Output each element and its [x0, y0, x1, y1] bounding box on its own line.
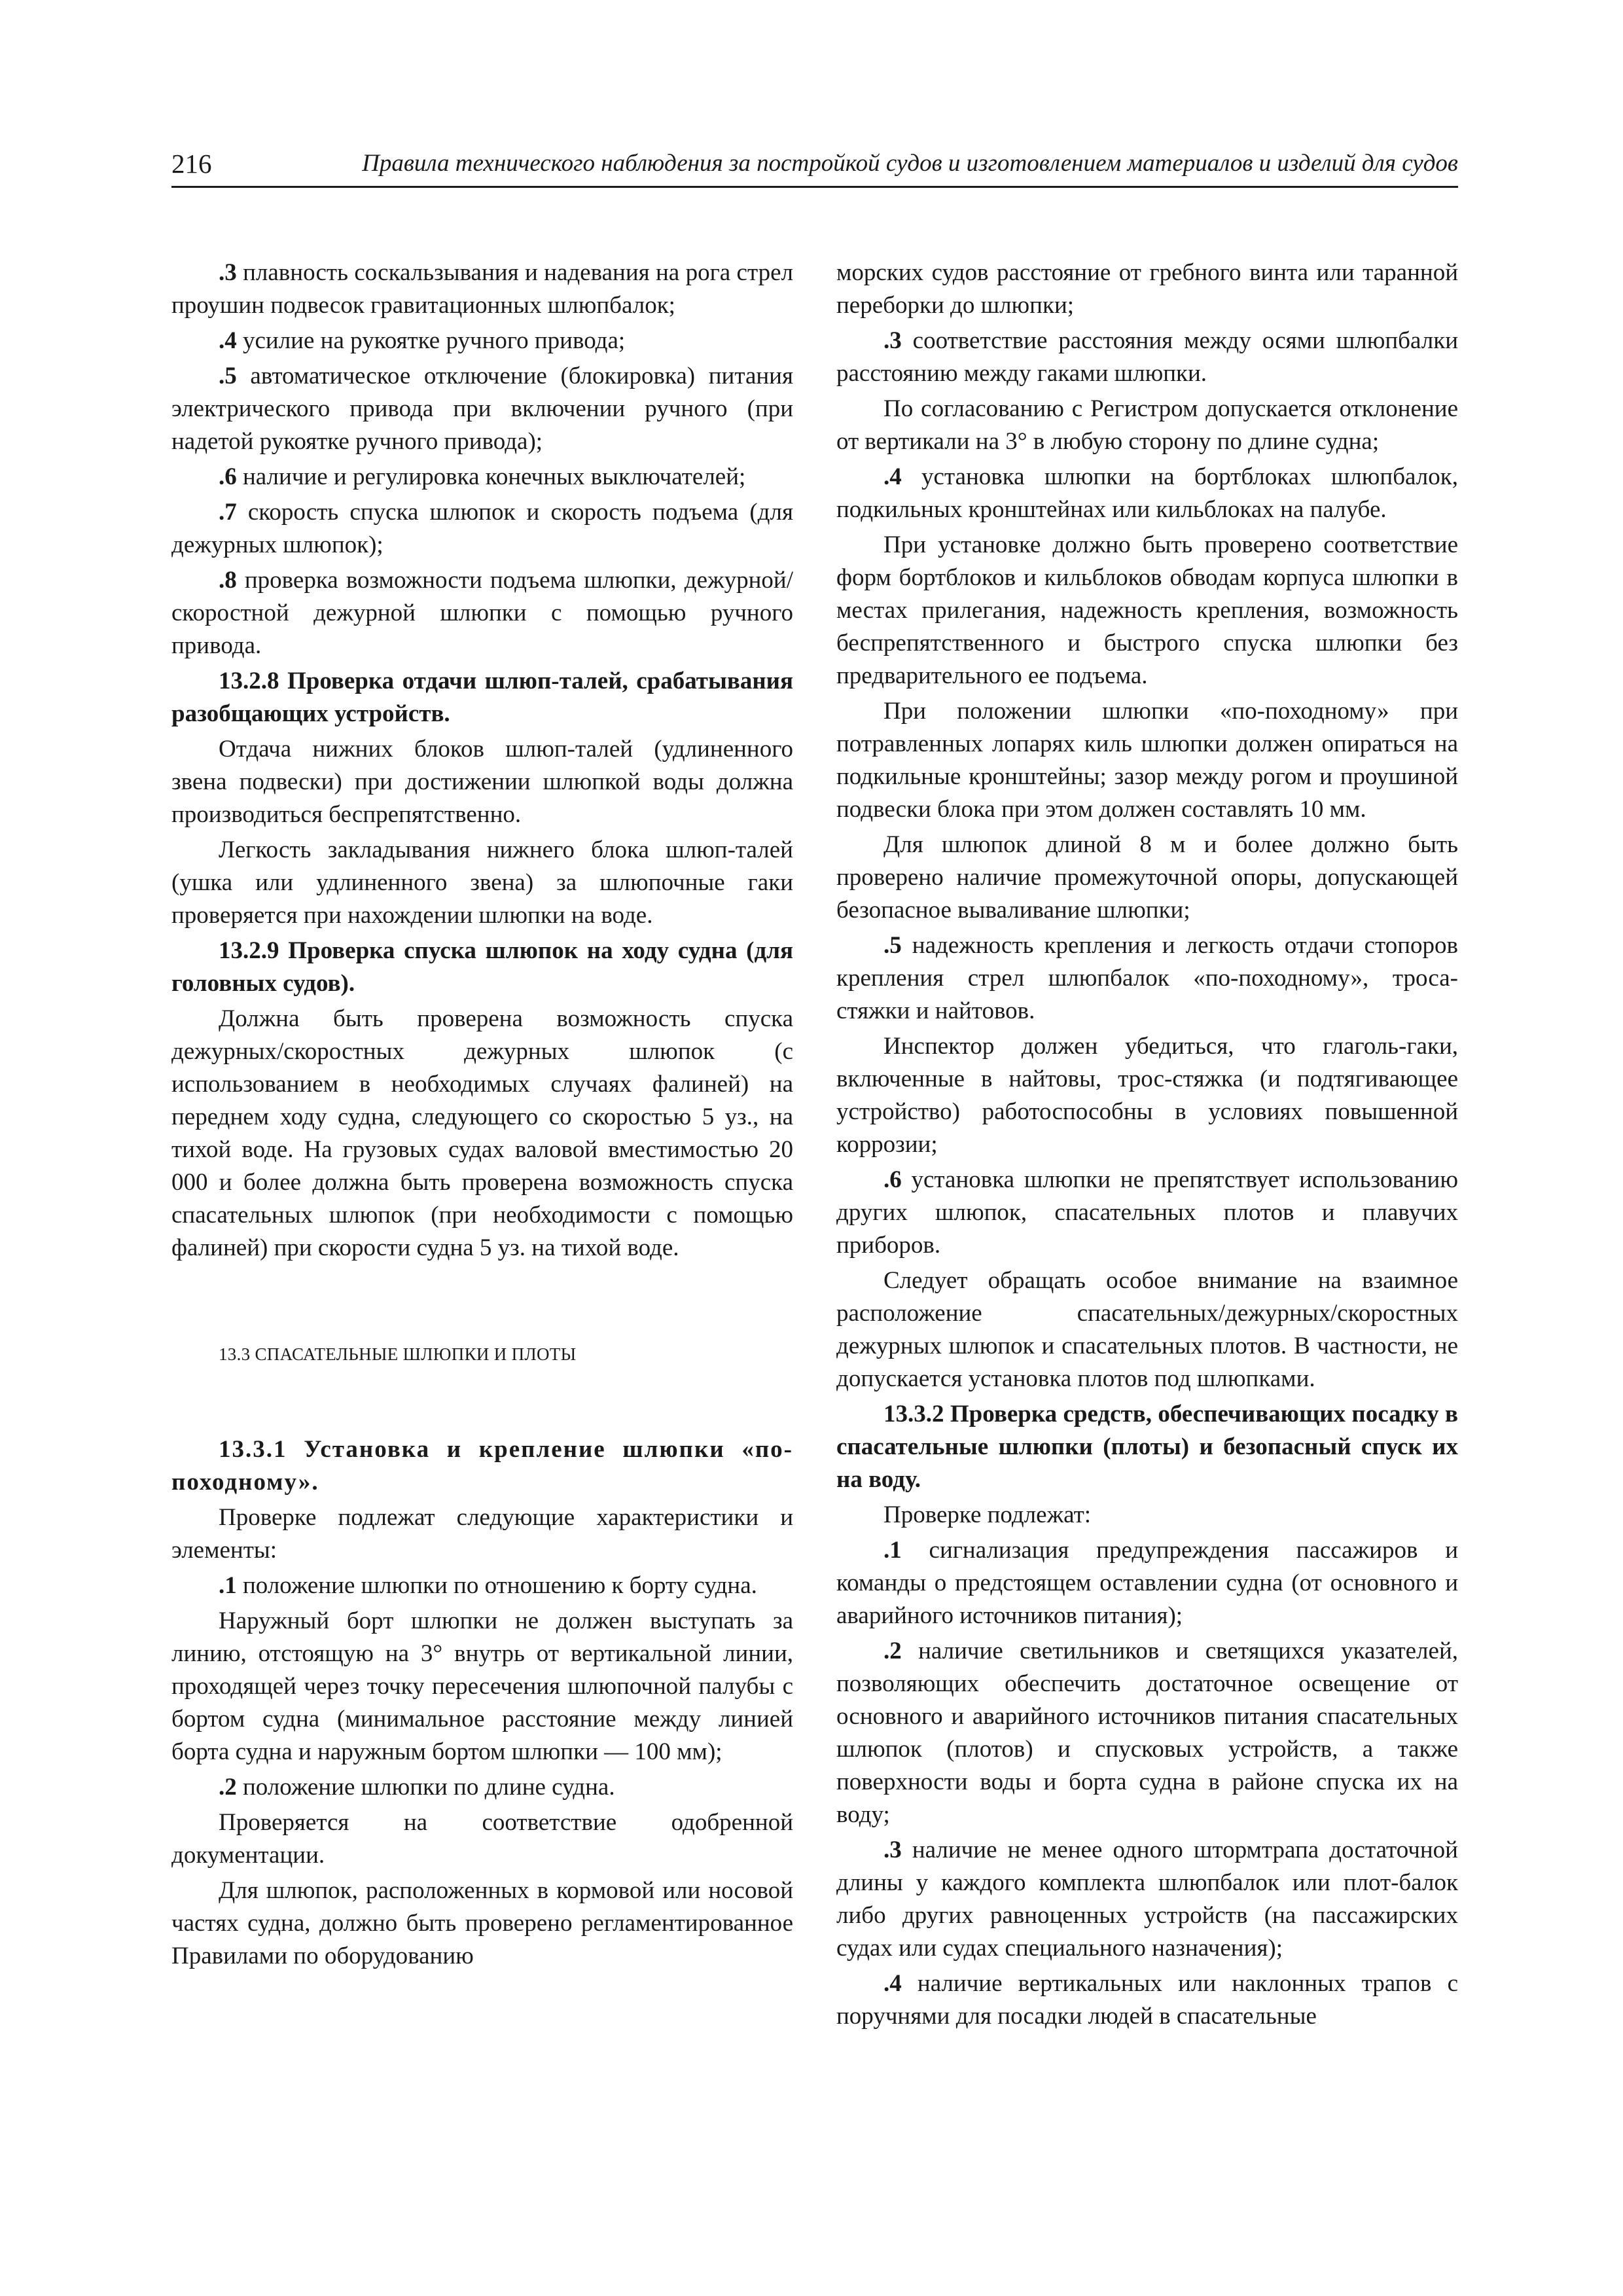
left-column [171, 257, 793, 1975]
paragraph: Проверке подлежат: [883, 1501, 1092, 1528]
list-item-text: соответствие расстояния между осями шлюпбалки расстоянию между гаками шлюпки. [836, 327, 1458, 387]
list-item-number: .4 [883, 1970, 902, 1997]
list-item [171, 1570, 793, 1602]
list-item-text: наличие не менее одного штормтрапа достаточной длины у каждого комплекта шлюпбалок или плот-балок либо других равноценных устройств (на пассажирских судах или судах специального назначения); [836, 1837, 1458, 1962]
paragraph: При установке должно быть проверено соответствие форм бортблоков и кильблоков обводам корпуса шлюпки в местах прилегания, надежность крепления, возможность беспрепятственного и быстрого спуска шлюпки без предварительного ее подъема. [836, 531, 1458, 689]
list-item [171, 461, 793, 493]
list-item-number: .1 [219, 1572, 237, 1599]
list-item-number: .2 [219, 1774, 237, 1801]
list-item-text: скорость спуска шлюпок и скорость подъема (для дежурных шлюпок); [171, 499, 793, 558]
list-item-text: положение шлюпки по длине судна. [236, 1774, 615, 1801]
list-item-number: .6 [883, 1166, 902, 1193]
subsection-heading: 13.2.9 Проверка спуска шлюпок на ходу судна (для головных судов). [171, 937, 793, 997]
list-item-number: .3 [883, 327, 902, 354]
list-item [171, 360, 793, 458]
list-item-number: .1 [883, 1537, 902, 1564]
paragraph: Для шлюпок длиной 8 м и более должно быть проверено наличие промежуточной опоры, допускающей безопасное вываливание шлюпки; [836, 831, 1458, 924]
list-item-text: положение шлюпки по отношению к борту судна. [236, 1572, 757, 1599]
subsection-heading: 13.3.1 Установка и крепление шлюпки «по-походному». [171, 1436, 793, 1496]
subsection-heading: 13.3.2 Проверка средств, обеспечивающих посадку в спасательные шлюпки (плоты) и безопасный спуск их на воду. [836, 1401, 1458, 1493]
list-item-text: наличие вертикальных или наклонных трапов с поручнями для посадки людей в спасательные [836, 1970, 1458, 2030]
paragraph: Инспектор должен убедиться, что глаголь-гаки, включенные в найтовы, трос-стяжка (и подтягивающее устройство) работоспособны в условиях повышенной коррозии; [836, 1033, 1458, 1158]
list-item-text: установка шлюпки не препятствует использованию других шлюпок, спасательных плотов и плавучих приборов. [836, 1166, 1458, 1259]
list-item [171, 564, 793, 662]
paragraph: Для шлюпок, расположенных в кормовой или носовой частях судна, должно быть проверено регламентированное Правилами по оборудованию [171, 1877, 793, 1969]
list-item-text: усилие на рукоятке ручного привода; [236, 327, 626, 354]
list-item-number: .6 [219, 463, 237, 490]
list-item [836, 1967, 1458, 2033]
list-item [836, 1164, 1458, 1262]
list-item-number: .4 [883, 463, 902, 490]
paragraph: Наружный борт шлюпки не должен выступать за линию, отстоящую на 3° внутрь от вертикальной линии, проходящей через точку пересечения шлюпочной палубы с бортом судна (минимальное расстояние между линией борта судна и наружным бортом шлюпки — 100 мм); [171, 1607, 793, 1765]
list-item-text: наличие и регулировка конечных выключателей; [236, 463, 746, 490]
list-item-number: .2 [883, 1638, 902, 1664]
list-item-number: .3 [883, 1837, 902, 1863]
list-item-number: .7 [219, 499, 237, 526]
list-item [836, 461, 1458, 526]
paragraph: По согласованию с Регистром допускается отклонение от вертикали на 3° в любую сторону по длине судна; [836, 395, 1458, 455]
list-item [171, 496, 793, 562]
list-item-text: надежность крепления и легкость отдачи стопоров крепления стрел шлюпбалок «по-походному», троса-стяжки и найтовов. [836, 932, 1458, 1024]
list-item-number: .4 [219, 327, 237, 354]
paragraph: морских судов расстояние от гребного винта или таранной переборки до шлюпки; [836, 259, 1458, 319]
list-item-number: .5 [883, 932, 902, 959]
list-item-text: установка шлюпки на бортблоках шлюпбалок, подкильных кронштейнах или кильблоках на палубе. [836, 463, 1458, 523]
paragraph: При положении шлюпки «по-походному» при потравленных лопарях киль шлюпки должен опираться на подкильные кронштейны; зазор между рогом и проушиной подвески блока при этом должен составлять 10 мм. [836, 698, 1458, 823]
list-item-text: автоматическое отключение (блокировка) питания электрического привода при включении ручного (при надетой рукоятке ручного привода); [171, 363, 793, 455]
list-item [836, 1635, 1458, 1831]
section-title: 13.3 СПАСАТЕЛЬНЫЕ ШЛЮПКИ И ПЛОТЫ [219, 1344, 577, 1364]
list-item [171, 257, 793, 322]
paragraph: Проверке подлежат следующие характеристики и элементы: [171, 1504, 793, 1564]
paragraph: Отдача нижних блоков шлюп-талей (удлиненного звена подвески) при достижении шлюпкой воды должна производиться беспрепятственно. [171, 736, 793, 828]
list-item-number: .5 [219, 363, 237, 389]
list-item-number: .8 [219, 567, 237, 594]
list-item-text: сигнализация предупреждения пассажиров и команды о предстоящем оставлении судна (от основного и аварийного источников питания); [836, 1537, 1458, 1629]
paragraph: Должна быть проверена возможность спуска дежурных/скоростных дежурных шлюпок (с использованием в необходимых случаях фалиней) на переднем ходу судна, следующего со скоростью 5 уз., на тихой воде. На грузовых судах валовой вместимостью 20 000 и более должна быть проверена возможность спуска спасательных шлюпок (при необходимости с помощью фалиней) при скорости судна 5 уз. на тихой воде. [171, 1005, 793, 1261]
list-item-text: проверка возможности подъема шлюпки, дежурной/скоростной дежурной шлюпки с помощью ручного привода. [171, 567, 793, 659]
list-item-text: наличие светильников и светящихся указателей, позволяющих обеспечить достаточное освещение от основного и аварийного источников питания спасательных шлюпок (плотов) и спусковых устройств, а также поверхности воды и борта судна в районе спуска их на воду; [836, 1638, 1458, 1828]
page-header [171, 145, 1458, 188]
paragraph: Проверяется на соответствие одобренной документации. [171, 1809, 793, 1869]
list-item [836, 1534, 1458, 1632]
running-title: Правила технического наблюдения за постройкой судов и изготовлением материалов и изделий для судов [362, 150, 1458, 177]
list-item [836, 325, 1458, 390]
right-column [836, 257, 1458, 2036]
list-item-text: плавность соскальзывания и надевания на рога стрел проушин подвесок гравитационных шлюпбалок; [171, 259, 793, 319]
list-item [171, 1771, 793, 1804]
list-item [171, 325, 793, 357]
paragraph: Легкость закладывания нижнего блока шлюп-талей (ушка или удлиненного звена) за шлюпочные гаки проверяется при нахождении шлюпки на воде. [171, 836, 793, 929]
list-item-number: .3 [219, 259, 237, 286]
page-number: 216 [171, 149, 212, 179]
paragraph: Следует обращать особое внимание на взаимное расположение спасательных/дежурных/скоростных дежурных шлюпок и спасательных плотов. В частности, не допускается установка плотов под шлюпками. [836, 1267, 1458, 1392]
list-item [836, 1834, 1458, 1965]
subsection-heading: 13.2.8 Проверка отдачи шлюп-талей, срабатывания разобщающих устройств. [171, 668, 793, 727]
list-item [836, 929, 1458, 1028]
